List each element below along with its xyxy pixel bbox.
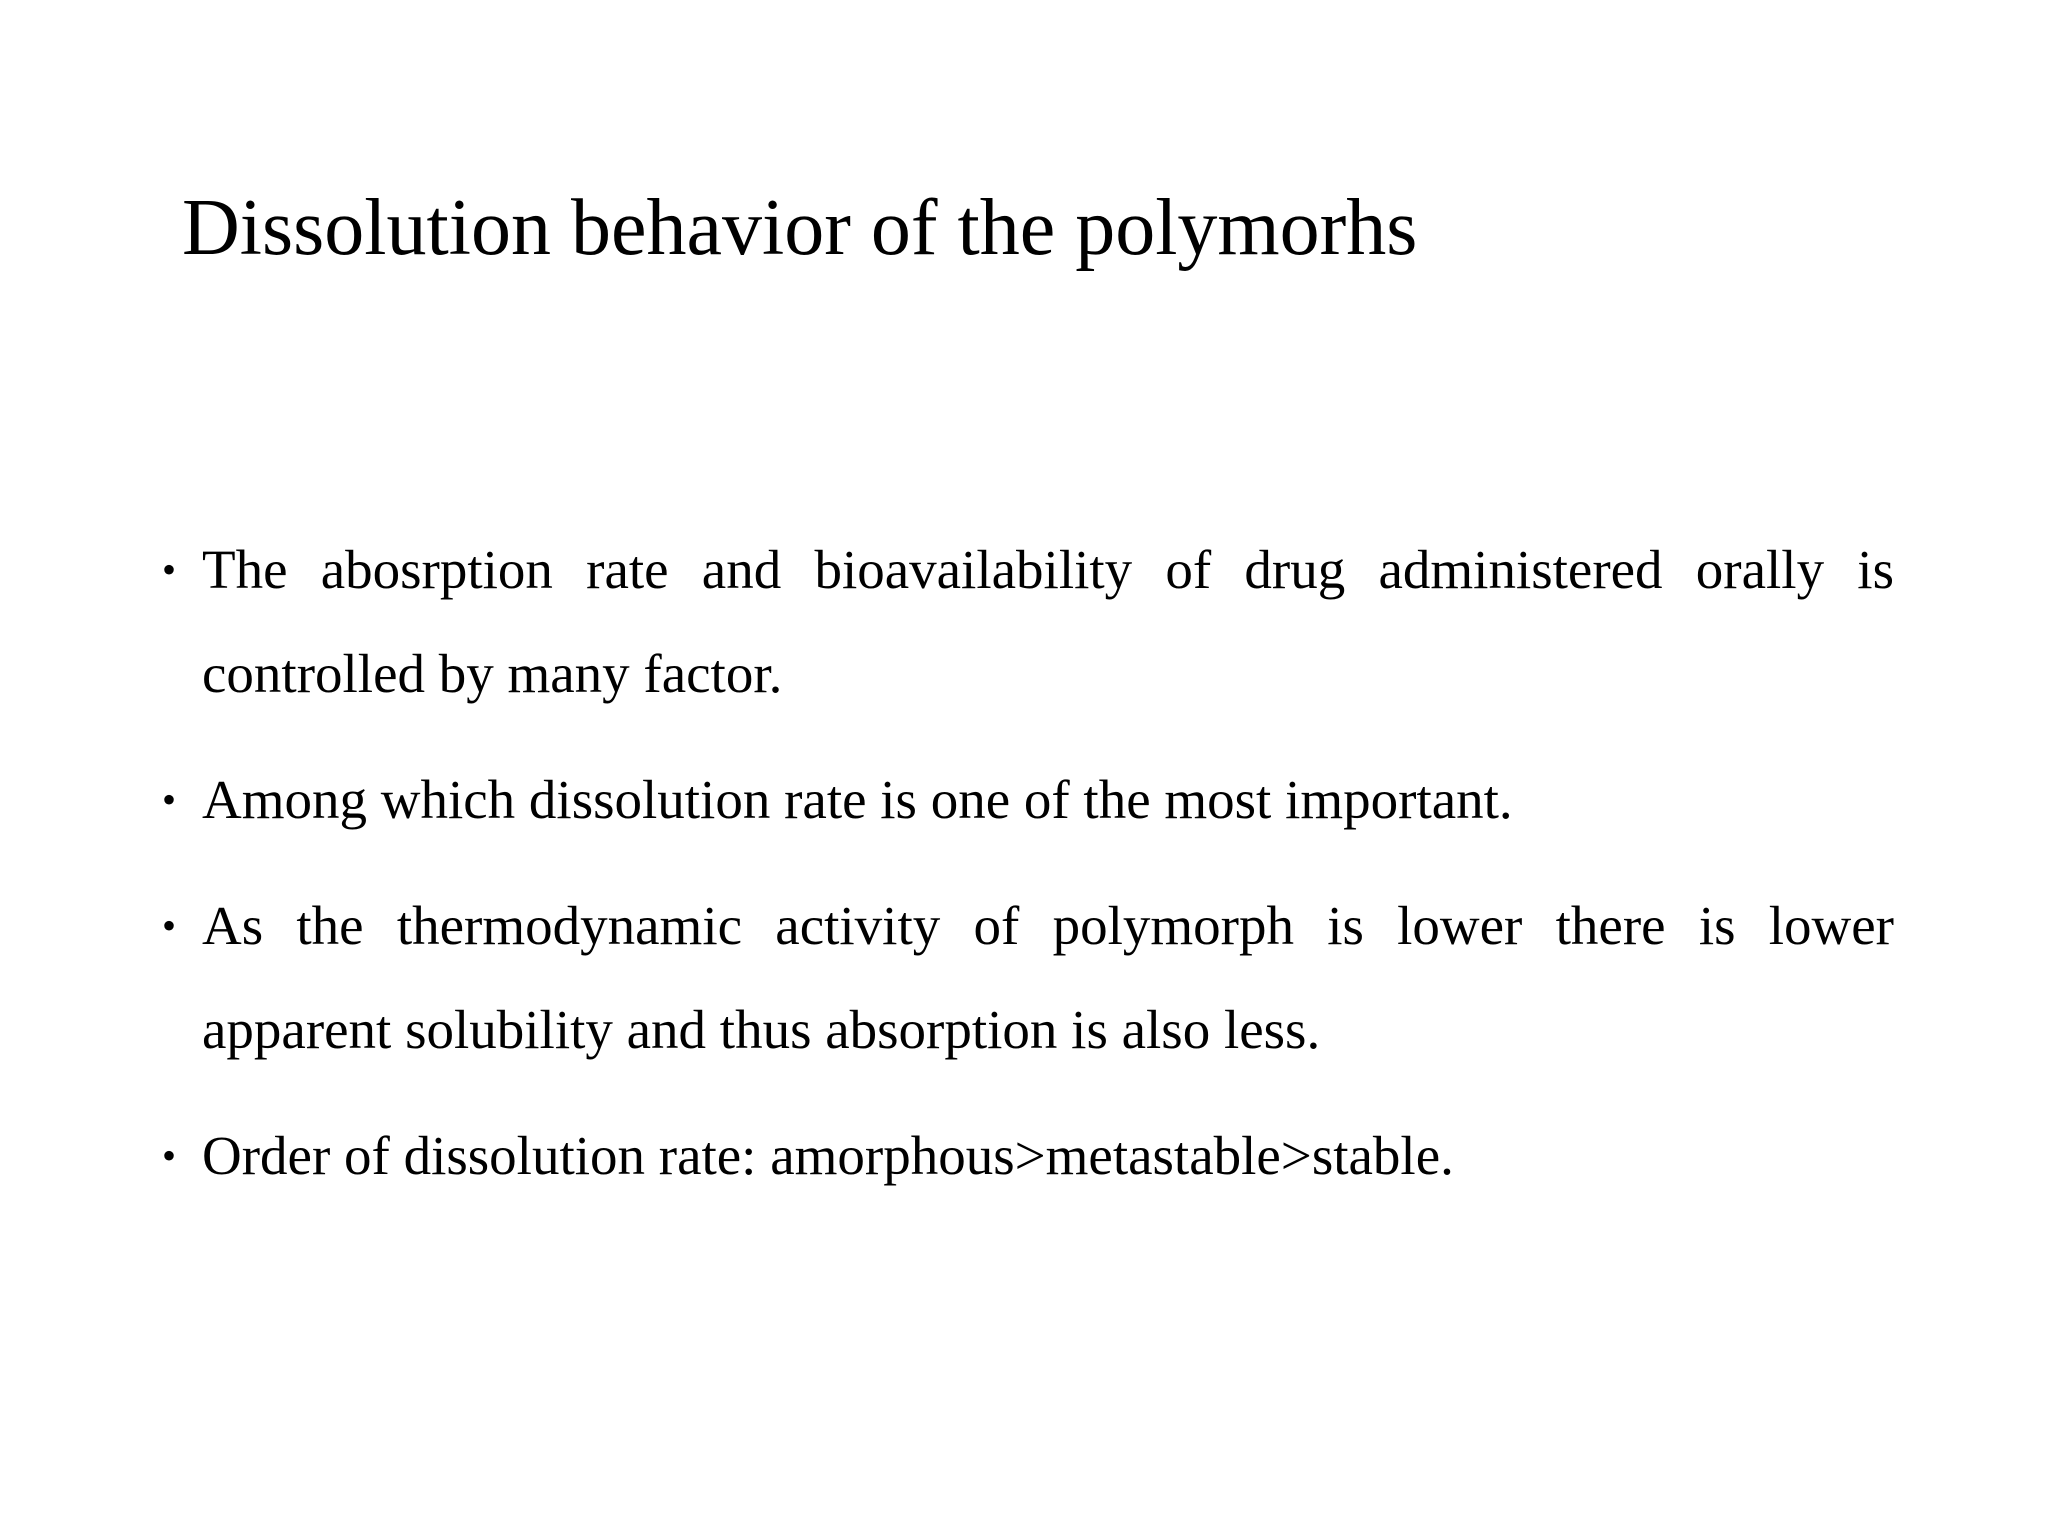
bullet-item [162, 748, 1894, 852]
slide-title: Dissolution behavior of the polymorhs [182, 184, 1418, 272]
bullet-list [162, 518, 1894, 1230]
bullet-icon: • [162, 903, 177, 948]
bullet-icon: • [162, 1133, 177, 1178]
bullet-text: Order of dissolution rate: amorphous>metastable>stable. [202, 1125, 1454, 1186]
bullet-item [162, 874, 1894, 1082]
bullet-text: The abosrption rate and bioavailability of drug administered orally is controlled by many factor. [202, 539, 1894, 704]
bullet-icon: • [162, 547, 177, 592]
bullet-text: Among which dissolution rate is one of the most important. [202, 769, 1513, 830]
bullet-item [162, 518, 1894, 726]
bullet-item [162, 1104, 1894, 1208]
bullet-text: As the thermodynamic activity of polymorph is lower there is lower apparent solubility and thus absorption is also less. [202, 895, 1894, 1060]
bullet-icon: • [162, 777, 177, 822]
